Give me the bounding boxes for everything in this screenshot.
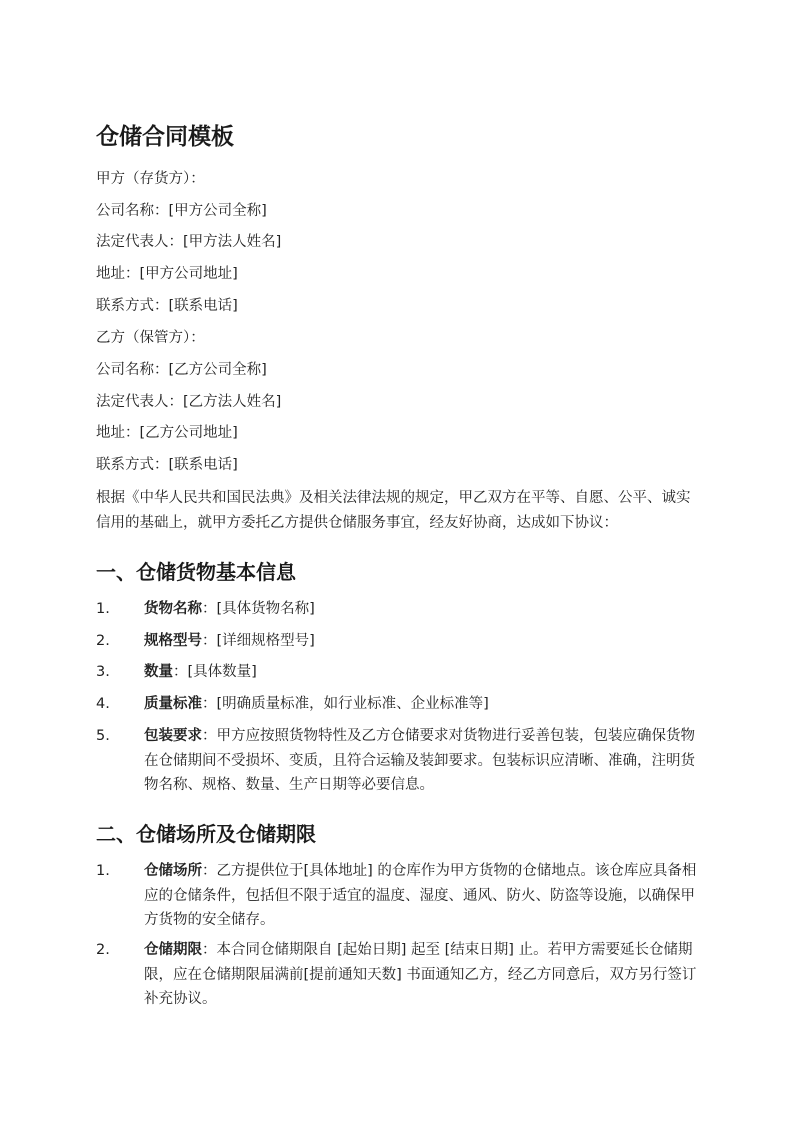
list-item: [96, 859, 700, 933]
party-b-representative: 法定代表人：[乙方法人姓名]: [96, 394, 282, 410]
list-item-number: 2.: [96, 633, 110, 649]
list-item-number: 2.: [96, 942, 110, 958]
party-a-company: 公司名称：[甲方公司全称]: [96, 203, 267, 219]
list-item: [96, 597, 700, 622]
list-item-term: 数量: [144, 664, 173, 680]
section-2-heading: 二、仓储场所及仓储期限: [96, 822, 316, 846]
list-item-term: 质量标准: [144, 696, 202, 712]
list-item-text: ：[具体货物名称]: [202, 601, 315, 617]
list-item-text: ：甲方应按照货物特性及乙方仓储要求对货物进行妥善包装，包装应确保货物在仓储期间不受损坏、变质，且符合运输及装卸要求。包装标识应清晰、准确，注明货物名称、规格、数量、生产日期等必要信息。: [144, 728, 695, 793]
party-b-heading: 乙方（保管方）：: [96, 330, 205, 346]
list-item-number: 1.: [96, 601, 110, 617]
list-item-text: ：本合同仓储期限自 [起始日期] 起至 [结束日期] 止。若甲方需要延长仓储期限，应在仓储期限届满前[提前通知天数] 书面通知乙方，经乙方同意后，双方另行签订补充协议。: [144, 942, 697, 1007]
list-item-number: 4.: [96, 696, 110, 712]
list-item-term: 仓储场所: [144, 863, 202, 879]
list-item-text: ：[明确质量标准，如行业标准、企业标准等]: [202, 696, 489, 712]
party-a-contact: 联系方式：[联系电话]: [96, 298, 238, 314]
list-item-text: ：[具体数量]: [173, 664, 257, 680]
list-item-number: 3.: [96, 664, 110, 680]
list-item: [96, 629, 700, 654]
document-title: 仓储合同模板: [96, 124, 234, 150]
list-item: [96, 660, 700, 685]
preamble-paragraph: 根据《中华人民共和国民法典》及相关法律法规的规定，甲乙双方在平等、自愿、公平、诚实信用的基础上，就甲方委托乙方提供仓储服务事宜，经友好协商，达成如下协议：: [96, 490, 691, 531]
list-item: [96, 724, 700, 798]
list-item-term: 货物名称: [144, 601, 202, 617]
list-item-text: ：[详细规格型号]: [202, 633, 315, 649]
list-item-term: 规格型号: [144, 633, 202, 649]
party-a-representative: 法定代表人：[甲方法人姓名]: [96, 234, 282, 250]
list-item-text: ：乙方提供位于[具体地址] 的仓库作为甲方货物的仓储地点。该仓库应具备相应的仓储条件，包括但不限于适宜的温度、湿度、通风、防火、防盗等设施，以确保甲方货物的安全储存。: [144, 863, 697, 928]
party-a-heading: 甲方（存货方）：: [96, 171, 205, 187]
list-item-term: 包装要求: [144, 728, 202, 744]
list-item-number: 5.: [96, 728, 110, 744]
list-item-number: 1.: [96, 863, 110, 879]
party-a-address: 地址：[甲方公司地址]: [96, 266, 238, 282]
list-item: [96, 938, 700, 1012]
party-b-address: 地址：[乙方公司地址]: [96, 425, 238, 441]
list-item: [96, 692, 700, 717]
section-1-heading: 一、仓储货物基本信息: [96, 560, 296, 584]
party-b-contact: 联系方式：[联系电话]: [96, 457, 238, 473]
party-b-company: 公司名称：[乙方公司全称]: [96, 362, 267, 378]
list-item-term: 仓储期限: [144, 942, 202, 958]
